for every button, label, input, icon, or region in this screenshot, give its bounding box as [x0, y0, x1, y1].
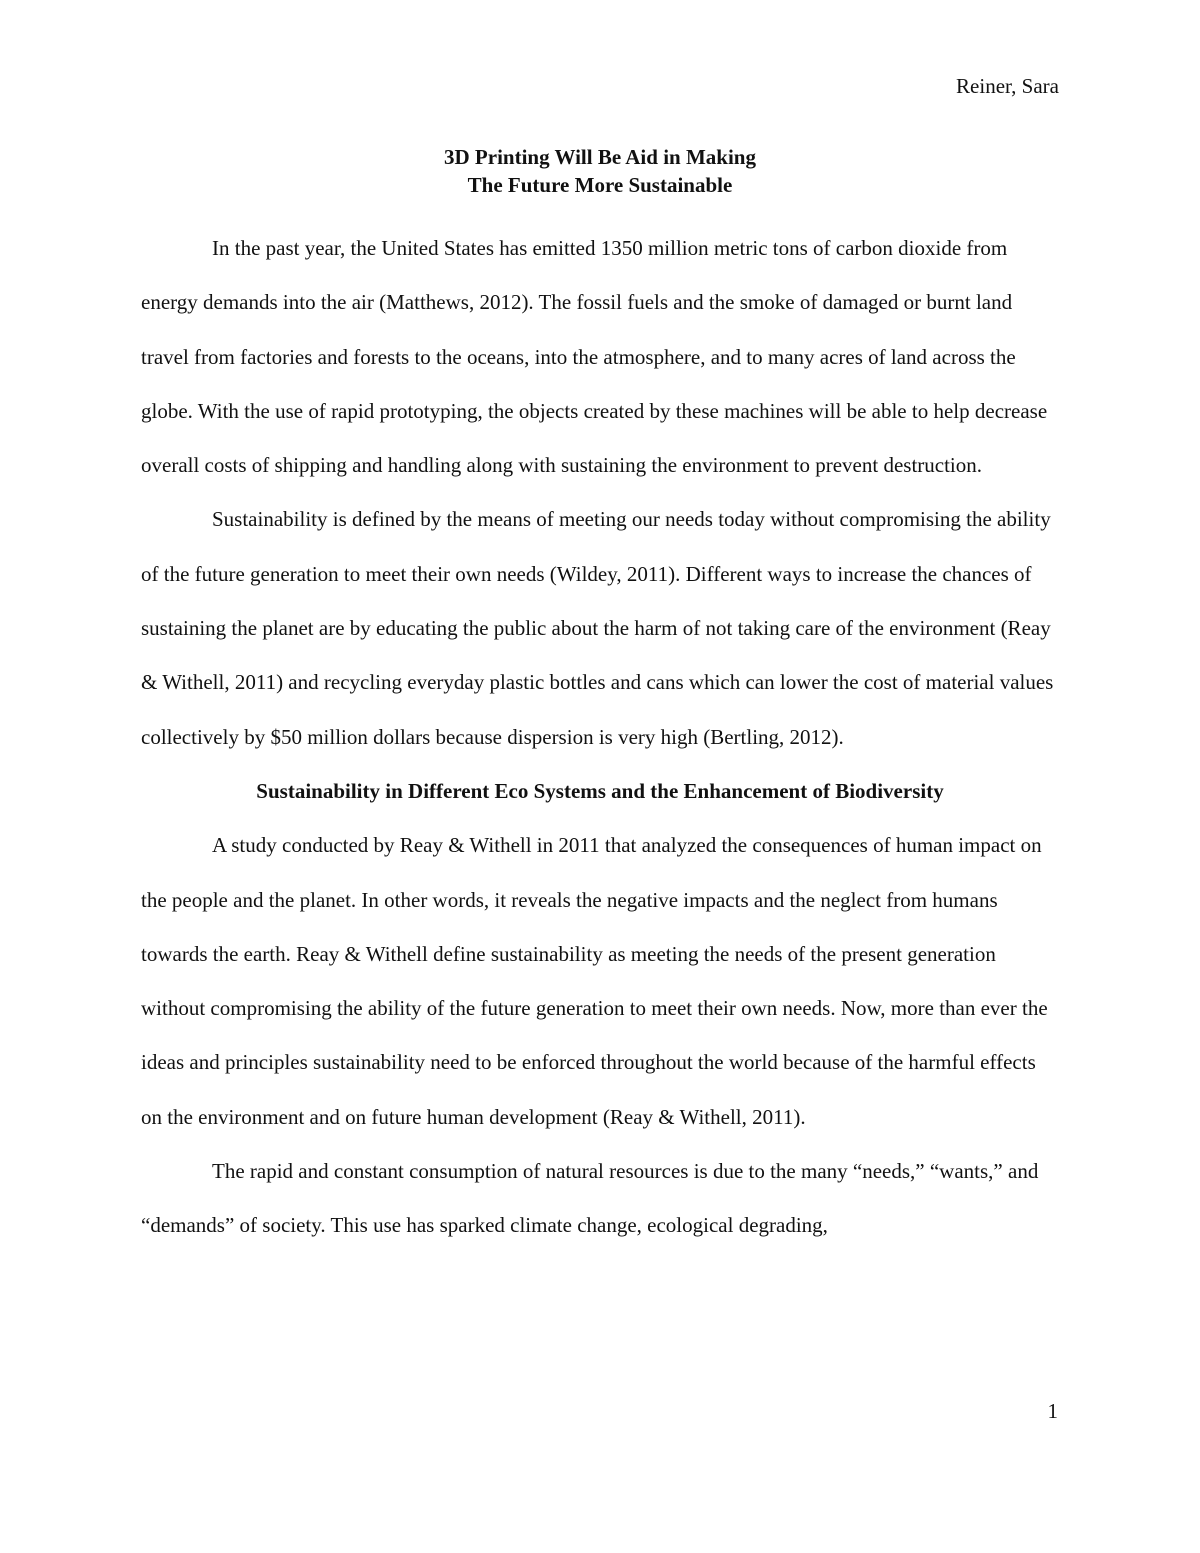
running-header-author: Reiner, Sara	[956, 74, 1059, 98]
document-body	[141, 221, 1059, 1253]
title-line-1: 3D Printing Will Be Aid in Making	[444, 145, 756, 169]
paragraph: In the past year, the United States has emitted 1350 million metric tons of carbon dioxide from energy demands into the air (Matthews, 2012). The fossil fuels and the smoke of damaged or burnt land travel from factories and forests to the oceans, into the atmosphere, and to many acres of land across the globe. With the use of rapid prototyping, the objects created by these machines will be able to help decrease overall costs of shipping and handling along with sustaining the environment to prevent destruction.	[141, 236, 1048, 478]
paragraph: A study conducted by Reay & Withell in 2011 that analyzed the consequences of human impact on the people and the planet. In other words, it reveals the negative impacts and the neglect from humans towards the earth. Reay & Withell define sustainability as meeting the needs of the present generation without compromising the ability of the future generation to meet their own needs. Now, more than ever the ideas and principles sustainability need to be enforced throughout the world because of the harmful effects on the environment and on future human development (Reay & Withell, 2011).	[141, 833, 1048, 1129]
document-title	[0, 143, 1200, 199]
paragraph: Sustainability is defined by the means of meeting our needs today without compromising the ability of the future generation to meet their own needs (Wildey, 2011). Different ways to increase the chances of sustaining the planet are by educating the public about the harm of not taking care of the environment (Reay & Withell, 2011) and recycling everyday plastic bottles and cans which can lower the cost of material values collectively by $50 million dollars because dispersion is very high (Bertling, 2012).	[141, 507, 1054, 749]
title-line-2: The Future More Sustainable	[467, 173, 733, 197]
paragraph: The rapid and constant consumption of natural resources is due to the many “needs,” “wants,” and “demands” of society. This use has sparked climate change, ecological degrading,	[141, 1159, 1039, 1238]
section-heading: Sustainability in Different Eco Systems and the Enhancement of Biodiversity	[256, 778, 944, 803]
page-number: 1	[1047, 1399, 1058, 1423]
